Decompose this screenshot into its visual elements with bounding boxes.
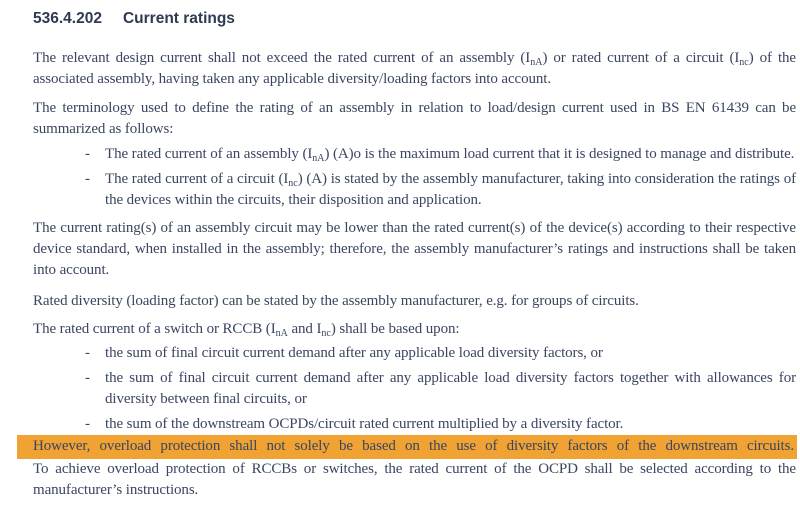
highlighted-sentence: However, overload protection shall not solely be based on the use of diversity factors of the downstream circuits. [17, 435, 797, 459]
paragraph-terminology: The terminology used to define the rating of an assembly in relation to load/design current used in BS EN 61439 can be summarized as follows: [33, 100, 796, 137]
list-item-text: the sum of the downstream OCPDs/circuit rated current multiplied by a diversity factor. [105, 416, 624, 432]
list-item [33, 414, 796, 435]
paragraph-overload-protection [33, 435, 796, 501]
paragraph-design-current: The relevant design current shall not exceed the rated current of an assembly $(I_{nA})$ or rated current of a circuit $(I_{nc})$ of the associated assembly, having taken any applicable diversity/loading factors into account. [33, 50, 796, 87]
list-item-text: the sum of final circuit current demand after any applicable load diversity factors, or [105, 345, 603, 361]
overload-protection-continuation: To achieve overload protection of RCCBs or switches, the rated current of the OCPD shall be selected according to the manufacturer’s instructions. [33, 461, 796, 498]
list-item-text: The rated current of a circuit $(I_{nc})$ (A) is stated by the assembly manufacturer, taking into consideration the ratings of the devices within the circuits, their disposition and application. [105, 171, 796, 208]
bullet-dash: - [85, 416, 90, 432]
section-title: Current ratings [122, 10, 235, 27]
list-item-text: the sum of final circuit current demand after any applicable load diversity factors together with allowances for diversity between final circuits, or [105, 370, 796, 407]
bullet-dash: - [85, 146, 90, 162]
terminology-list [33, 144, 796, 211]
section-heading [33, 9, 796, 28]
list-item [33, 343, 796, 364]
bullet-dash: - [85, 345, 90, 361]
rated-current-basis-list [33, 343, 796, 435]
list-item-text: The rated current of an assembly $(I_{nA})$ (A)o is the maximum load current that it is designed to manage and distribute. [105, 146, 795, 164]
bullet-dash: - [85, 370, 90, 386]
list-item [33, 368, 796, 410]
paragraph-rated-diversity: Rated diversity (loading factor) can be stated by the assembly manufacturer, e.g. for groups of circuits. [33, 293, 639, 309]
list-item [33, 169, 796, 211]
paragraph-current-ratings: The current rating(s) of an assembly circuit may be lower than the rated current(s) of the device(s) according to their respective device standard, when installed in the assembly; therefore, the assembly manufacturer’s ratings and instructions shall be taken into account. [33, 220, 796, 278]
list-item [33, 144, 796, 165]
paragraph-switch-rccb: The rated current of a switch or RCCB ($I_{nA}$ and $I_{nc}$) shall be based upon: [33, 321, 460, 339]
bullet-dash: - [85, 171, 90, 187]
section-number: 536.4.202 [33, 10, 102, 27]
